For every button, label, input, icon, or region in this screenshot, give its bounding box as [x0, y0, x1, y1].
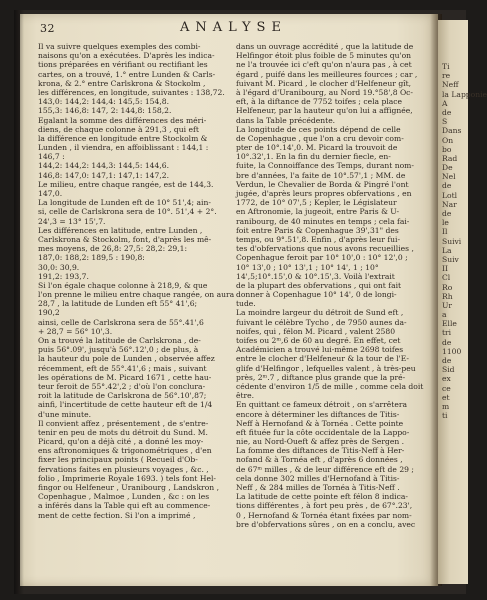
text-line: fervations faites en plusieurs voyages , &c. , [38, 464, 209, 474]
text-line: tri [442, 328, 452, 338]
text-line: On [442, 135, 454, 145]
text-line: Copenhague feroit par 10° 10',0 : 10° 12',0 ; [236, 253, 408, 263]
text-line: tenir en peu de mots du détroit du Sund. M. [38, 427, 208, 437]
text-line: 0 , Hernofand & Tornéa étant fixées par nom- [236, 510, 412, 520]
text-line: Ti [442, 62, 450, 71]
text-line: entre le clocher d'Helfeneur & la tour de l'E- [236, 354, 409, 364]
text-line: Suivi [442, 236, 462, 246]
text-line: les différences, en longitude, suivantes : 138,72. [38, 87, 225, 97]
text-line: Helfeneur, par la hauteur qu'on lui a affignée, [236, 106, 413, 116]
text-line: tude. [236, 299, 256, 309]
text-line: près, 2ᵐ.7 , diftance plus grande que la pré- [236, 372, 406, 382]
text-line: le [442, 218, 449, 228]
text-line: eft, à la diftance de 7752 toifes ; cela place [236, 97, 403, 107]
text-line: Sid [442, 365, 455, 375]
text-line: folio , Imprimerie Royale 1693. ) tels font Hel- [38, 473, 216, 483]
text-line: Académicien a trouvé lui-même 2698 toifes [236, 345, 404, 355]
text-line: de Copenhague , que l'on a cru devoir com- [236, 133, 404, 143]
text-line: ne l'a trouvée ici c'eft qu'on n'aura pas , à cet [236, 60, 412, 70]
text-line: Cl [442, 273, 451, 283]
text-line: encore à déterminer les diftances de Titis- [236, 409, 400, 419]
text-line: 24',3 = 13° 15',7. [38, 216, 106, 226]
text-line: Ro [442, 282, 453, 292]
text-line: Il va suivre quelques exemples des combi- [38, 42, 201, 51]
text-line: bo [442, 144, 452, 154]
text-line: ce [442, 383, 451, 393]
text-line: d'une minute. [38, 409, 92, 419]
text-line: eft fituée fur la côte occidentale de la Lappo- [236, 427, 410, 437]
text-line: de [442, 209, 452, 218]
text-line: + 28,7 = 56° 10',3. [38, 326, 113, 336]
text-line: On a trouvé la latitude de Carlskrona , de- [38, 336, 201, 345]
text-line: 28,7 , la latitude de Lunden eft 55° 41',6; [38, 299, 198, 309]
text-line: Neff , & 284 milles de Tornéa à Titis-Neff . [236, 483, 400, 492]
text-line: La moindre largeur du détroit de Sund eft , [236, 308, 404, 318]
text-line: dans un ouvrage accrédité , que la latitude de [236, 42, 414, 51]
text-line: 143,0: 144,2: 144,4: 145,5: 154,8. [38, 97, 169, 107]
text-line: cartes, on a trouvé, 1.° entre Lunden & Carls- [38, 69, 216, 79]
page-header [40, 22, 420, 38]
text-line: La [442, 245, 452, 255]
text-line: de [442, 107, 452, 117]
text-line: Carlskrona & Stockolm, font, d'après les mê- [38, 234, 212, 244]
text-line: puis 56°.09', jusqu'à 56°.12',0 ; de plus, à [38, 345, 199, 355]
text-line: diens, de chaque colonne à 291,3 , qui eft [38, 124, 199, 134]
text-line: 30,0: 30,9. [38, 262, 80, 272]
text-line: de 67ᵐ milles , & de leur différence eft de 29 ; [236, 464, 414, 474]
text-line: Il [442, 227, 448, 237]
text-line: fuite, la Connoiffance des Temps, durant nom- [236, 161, 414, 171]
text-line: Il convient affez , présentement , de s'entre- [38, 418, 209, 428]
text-line: ex [442, 374, 451, 384]
text-line: ranibourg, de 40 minutes en temps ; cela fai- [236, 216, 410, 226]
text-line: Verdun, le Chevalier de Borda & Pingré l'ont [236, 179, 409, 189]
text-line: donner à Copenhague 10° 14', 0 de longi- [236, 290, 397, 300]
right-page-edge [438, 20, 487, 584]
text-line: de [442, 356, 452, 365]
text-line: Lotl [442, 190, 458, 200]
text-line: de [442, 181, 452, 191]
text-line: naisons qu'on a exécutées. D'après les indica- [38, 51, 215, 61]
text-line: La longitude de Lunden eft de 10° 51',4; ain- [38, 198, 211, 208]
text-line: II [442, 264, 448, 274]
text-line: 146,8: 147,0: 147,1: 147,1: 147,2. [38, 170, 169, 180]
text-line: 10°.32',1. En la fin du dernier fiecle, en- [236, 152, 391, 162]
text-line: re [442, 71, 451, 81]
text-line: Egalant la somme des différences des méri- [38, 115, 207, 125]
page-number: 32 [40, 22, 55, 35]
text-line: de [442, 337, 452, 347]
text-line: m [442, 401, 450, 411]
text-line: De [442, 163, 453, 173]
text-line: égard , puifé dans les meilleures fources ; car , [236, 69, 418, 79]
page-edge-shadow [14, 10, 24, 594]
text-line: Neff à Hernofand & à Tornéa . Cette pointe [236, 418, 404, 428]
text-line: Ur [442, 300, 453, 310]
text-line: glife d'Helfingor , lefquelles valent , à très-peu [236, 363, 416, 373]
text-line: jugée, d'après leurs propres obfervations , en [236, 189, 412, 198]
text-line: la Lapponie [442, 89, 487, 99]
text-line: 1100 [442, 346, 462, 356]
text-line: 10° 13',0 ; 10° 13',1 ; 10° 14', 1 ; 10° [236, 262, 379, 272]
text-line: La longitude de ces points dépend de celle [236, 124, 401, 134]
text-line: mes moyens, de 26,8: 27,5: 28,2: 29,1: [38, 244, 188, 254]
text-line: roit la latitude de Carlskrona de 56°.10',87; [38, 391, 207, 401]
text-line: fingor ou Helfeneur , Uranibourg , Landskron , [38, 483, 219, 492]
text-line: Suiv [442, 254, 459, 264]
text-line: ens aftronomiques & trigonométriques , d'en [38, 446, 212, 456]
text-line: tions différentes , à fort peu près , de 67°.23', [236, 501, 413, 511]
text-line: dans la Table précédente. [236, 115, 336, 125]
text-line: Picard, qu'on a déjà cité , a donné les moy- [38, 437, 204, 447]
text-line: Rh [442, 291, 453, 301]
text-line: Rad [442, 153, 458, 163]
text-line: en Aftronomie, la jugeoit, entre Paris & U- [236, 207, 400, 217]
text-line: l'on prenne le milieu entre chaque rangée, on aura [38, 290, 235, 300]
text-line: S [442, 117, 448, 127]
text-line: a [442, 310, 447, 320]
text-line: Copenhague , Malmoe , Lunden , &c : on les [38, 492, 210, 502]
text-line: pter de 10°.14',0. M. Picard la trouvoit de [236, 143, 398, 153]
text-line: noifes, qui , félon M. Picard , valent 2580 [236, 326, 396, 336]
text-line: de la plupart des obfervations , qui ont fait [236, 280, 402, 290]
text-line: Si l'on égale chaque colonne à 218,9, & que [38, 280, 208, 290]
text-line: 190,2 [38, 308, 60, 318]
text-line: foit entre Paris & Copenhague 39',31" des [236, 225, 399, 235]
text-line: récemment, eft de 55°.41',6 ; mais , suivant [38, 363, 207, 373]
text-line: ainsi, celle de Carlskrona sera de 55°.41',6 [38, 317, 204, 327]
text-line: 191,2: 193,7. [38, 271, 89, 281]
text-line: fuivant M. Picard , le clocher d'Helfeneur gît, [236, 78, 412, 88]
text-line: à l'égard d'Uranibourg, au Nord 19.°58',8 Oc- [236, 87, 413, 97]
text-line: Les différences en latitude, entre Lunden , [38, 225, 203, 235]
text-line: 147,0. [38, 189, 63, 198]
text-line: Elle [442, 319, 457, 329]
running-title: ANALYSE [180, 20, 287, 35]
text-line: bre d'obfervations sûres , on en a conclu, avec [236, 519, 416, 529]
text-line: cela donne 302 milles d'Hernofand à Titis- [236, 473, 400, 483]
text-line: 155,3: 146,8: 147, 2: 144,8: 158,2. [38, 106, 172, 116]
text-line: 1772, de 10° 07',5 ; Kepler, le Législateur [236, 198, 397, 208]
text-line: ainfi, l'incertitude de cette hauteur eft de 1/4 [38, 400, 213, 410]
text-line: tes d'obfervations que nous avons recueillies , [236, 244, 414, 254]
text-line: La latitude de cette pointe eft félon 8 indica- [236, 492, 408, 502]
text-line: Le milieu, entre chaque rangée, est de 144,3. [38, 179, 214, 189]
text-line: ti [442, 411, 448, 421]
left-text-column [38, 42, 235, 520]
text-line: les opérations de M. Picard 1671 , cette hau- [38, 372, 212, 382]
text-line: tions préparées en vérifiant ou rectifiant les [38, 60, 208, 70]
text-line: Helfingor étoit plus foible de 5 minutes qu'on [236, 51, 412, 61]
text-line: toifes ou 2ᵐ,6 de 60 au degré. En effet, cet [236, 336, 401, 345]
text-line: 146,7 : [38, 152, 65, 162]
right-text-column [236, 42, 426, 529]
text-line: et [442, 392, 450, 402]
text-line: être. [236, 391, 255, 401]
text-line: En quittant ce fameux détroit , on s'arrêtera [236, 400, 407, 410]
text-line: cédente d'environ 1/5 de mille , comme cela doit [236, 381, 424, 391]
text-line: bre d'années, l'a faite de 10°.57',1 ; MM. de [236, 170, 406, 180]
text-line: fixer les principaux points ( Recueil d'Ob- [38, 455, 198, 465]
text-line: la différence en longitude entre Stockolm & [38, 133, 208, 143]
right-page-fragments [442, 62, 487, 420]
text-line: temps, ou 9°.51',8. Enfin , d'après leur fui- [236, 234, 401, 244]
text-line: fuivant le célèbre Tycho , de 7950 aunes da- [236, 317, 407, 327]
text-line: nie, au Nord-Oueft & affez près de Sergen . [236, 437, 405, 447]
text-line: ment de cette fection. Si l'on a imprimé , [38, 510, 196, 520]
text-line: si, celle de Carlskrona sera de 10°. 51',4 + 2°. [38, 207, 217, 217]
text-line: 144,2: 144,2: 144,3: 144,5: 144,6. [38, 161, 169, 171]
text-line: La fomme des diftances de Titis-Neff à Her- [236, 446, 405, 456]
text-line: a inférés dans la Table qui eft au commence- [38, 501, 211, 511]
text-line: krona, & 2.° entre Carlskrona & Stockolm , [38, 78, 206, 88]
text-line: 187,0: 188,2: 189,5 : 190,8: [38, 253, 145, 263]
text-line: Nar [442, 199, 457, 209]
text-line: 14',5;10°.15',0 & 10°.15',3. Voilà l'extrait [236, 271, 395, 281]
text-line: Neff [442, 80, 459, 90]
text-line: Dans [442, 126, 462, 136]
text-line: la hauteur du pole de Lunden , observée affez [38, 354, 215, 364]
text-line: nofand & à Tornéa eft , d'après 6 données , [236, 455, 403, 465]
text-line: teur feroit de 55°.42',2 ; d'où l'on conclura- [38, 381, 206, 391]
text-line: A [442, 98, 448, 108]
text-line: Lunden , il viendra, en affoiblissant : 144,1 : [38, 143, 209, 153]
text-line: Nel [442, 172, 456, 182]
